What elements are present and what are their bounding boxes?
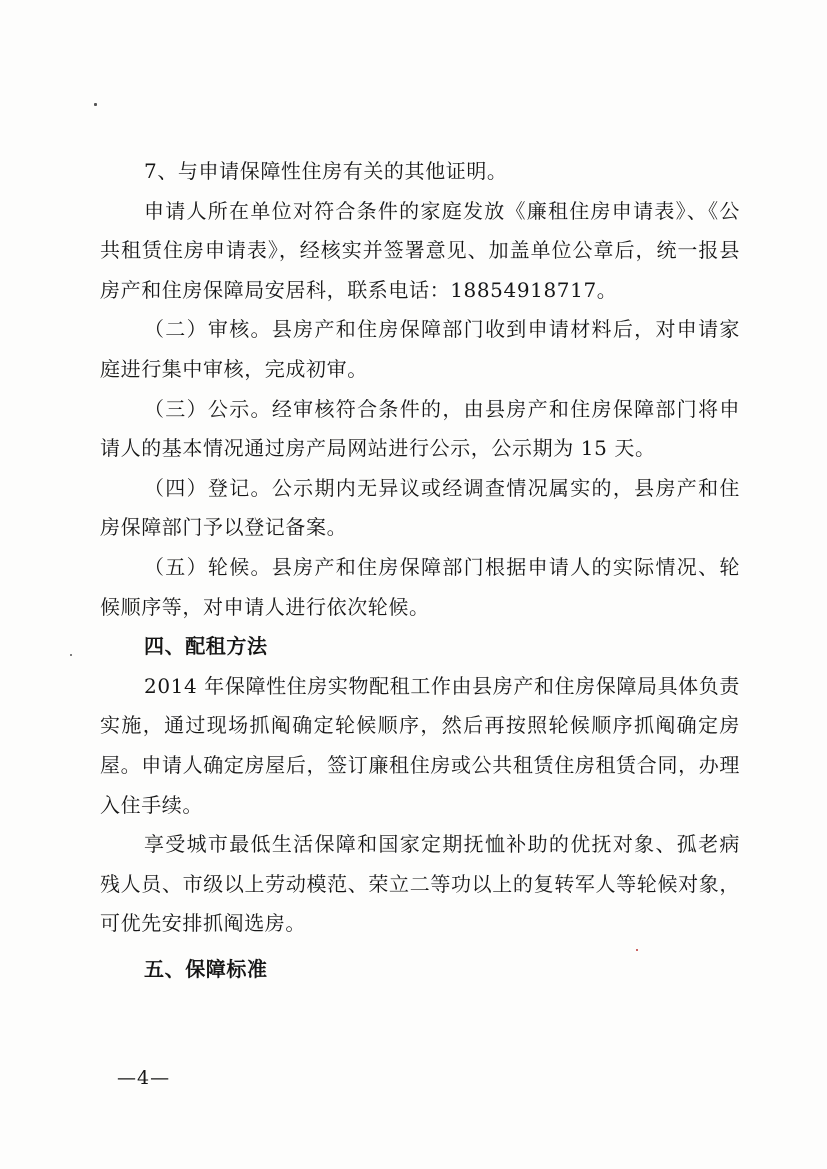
section-heading-allocation-method: 四、配租方法	[144, 634, 268, 659]
paragraph-allocation-implementation: 2014 年保障性住房实物配租工作由县房产和住房保障局具体负责实施，通过现场抓阄确定轮候顺序，然后再按照轮候顺序抓阄确定房屋。申请人确定房屋后，签订廉租住房或公共租赁住房租赁合同，办理入住手续。	[100, 673, 740, 817]
paragraph-registration: （四）登记。公示期内无异议或经调查情况属实的，县房产和住房保障部门予以登记备案。	[100, 475, 740, 540]
scan-speck	[94, 103, 97, 106]
paragraph-waiting-list: （五）轮候。县房产和住房保障部门根据申请人的实际情况、轮候顺序等，对申请人进行依次轮候。	[100, 554, 740, 619]
scan-speck	[70, 654, 72, 656]
paragraph-application-forms: 申请人所在单位对符合条件的家庭发放《廉租住房申请表》、《公共租赁住房申请表》，经核实并签署意见、加盖单位公章后，统一报县房产和住房保障局安居科，联系电话：18854918717。	[100, 198, 740, 302]
body-text	[100, 152, 740, 989]
paragraph-publicity: （三）公示。经审核符合条件的，由县房产和住房保障部门将申请人的基本情况通过房产局网站进行公示，公示期为 15 天。	[100, 396, 740, 461]
paragraph-other-proof: 7、与申请保障性住房有关的其他证明。	[144, 159, 508, 183]
page-number: —4—	[117, 1067, 171, 1089]
section-heading-standards: 五、保障标准	[144, 956, 268, 981]
paragraph-priority-selection: 享受城市最低生活保障和国家定期抚恤补助的优抚对象、孤老病残人员、市级以上劳动模范、荣立二等功以上的复转军人等轮候对象，可优先安排抓阄选房。	[100, 832, 740, 936]
paragraph-review: （二）审核。县房产和住房保障部门收到申请材料后，对申请家庭进行集中审核，完成初审。	[100, 317, 740, 381]
